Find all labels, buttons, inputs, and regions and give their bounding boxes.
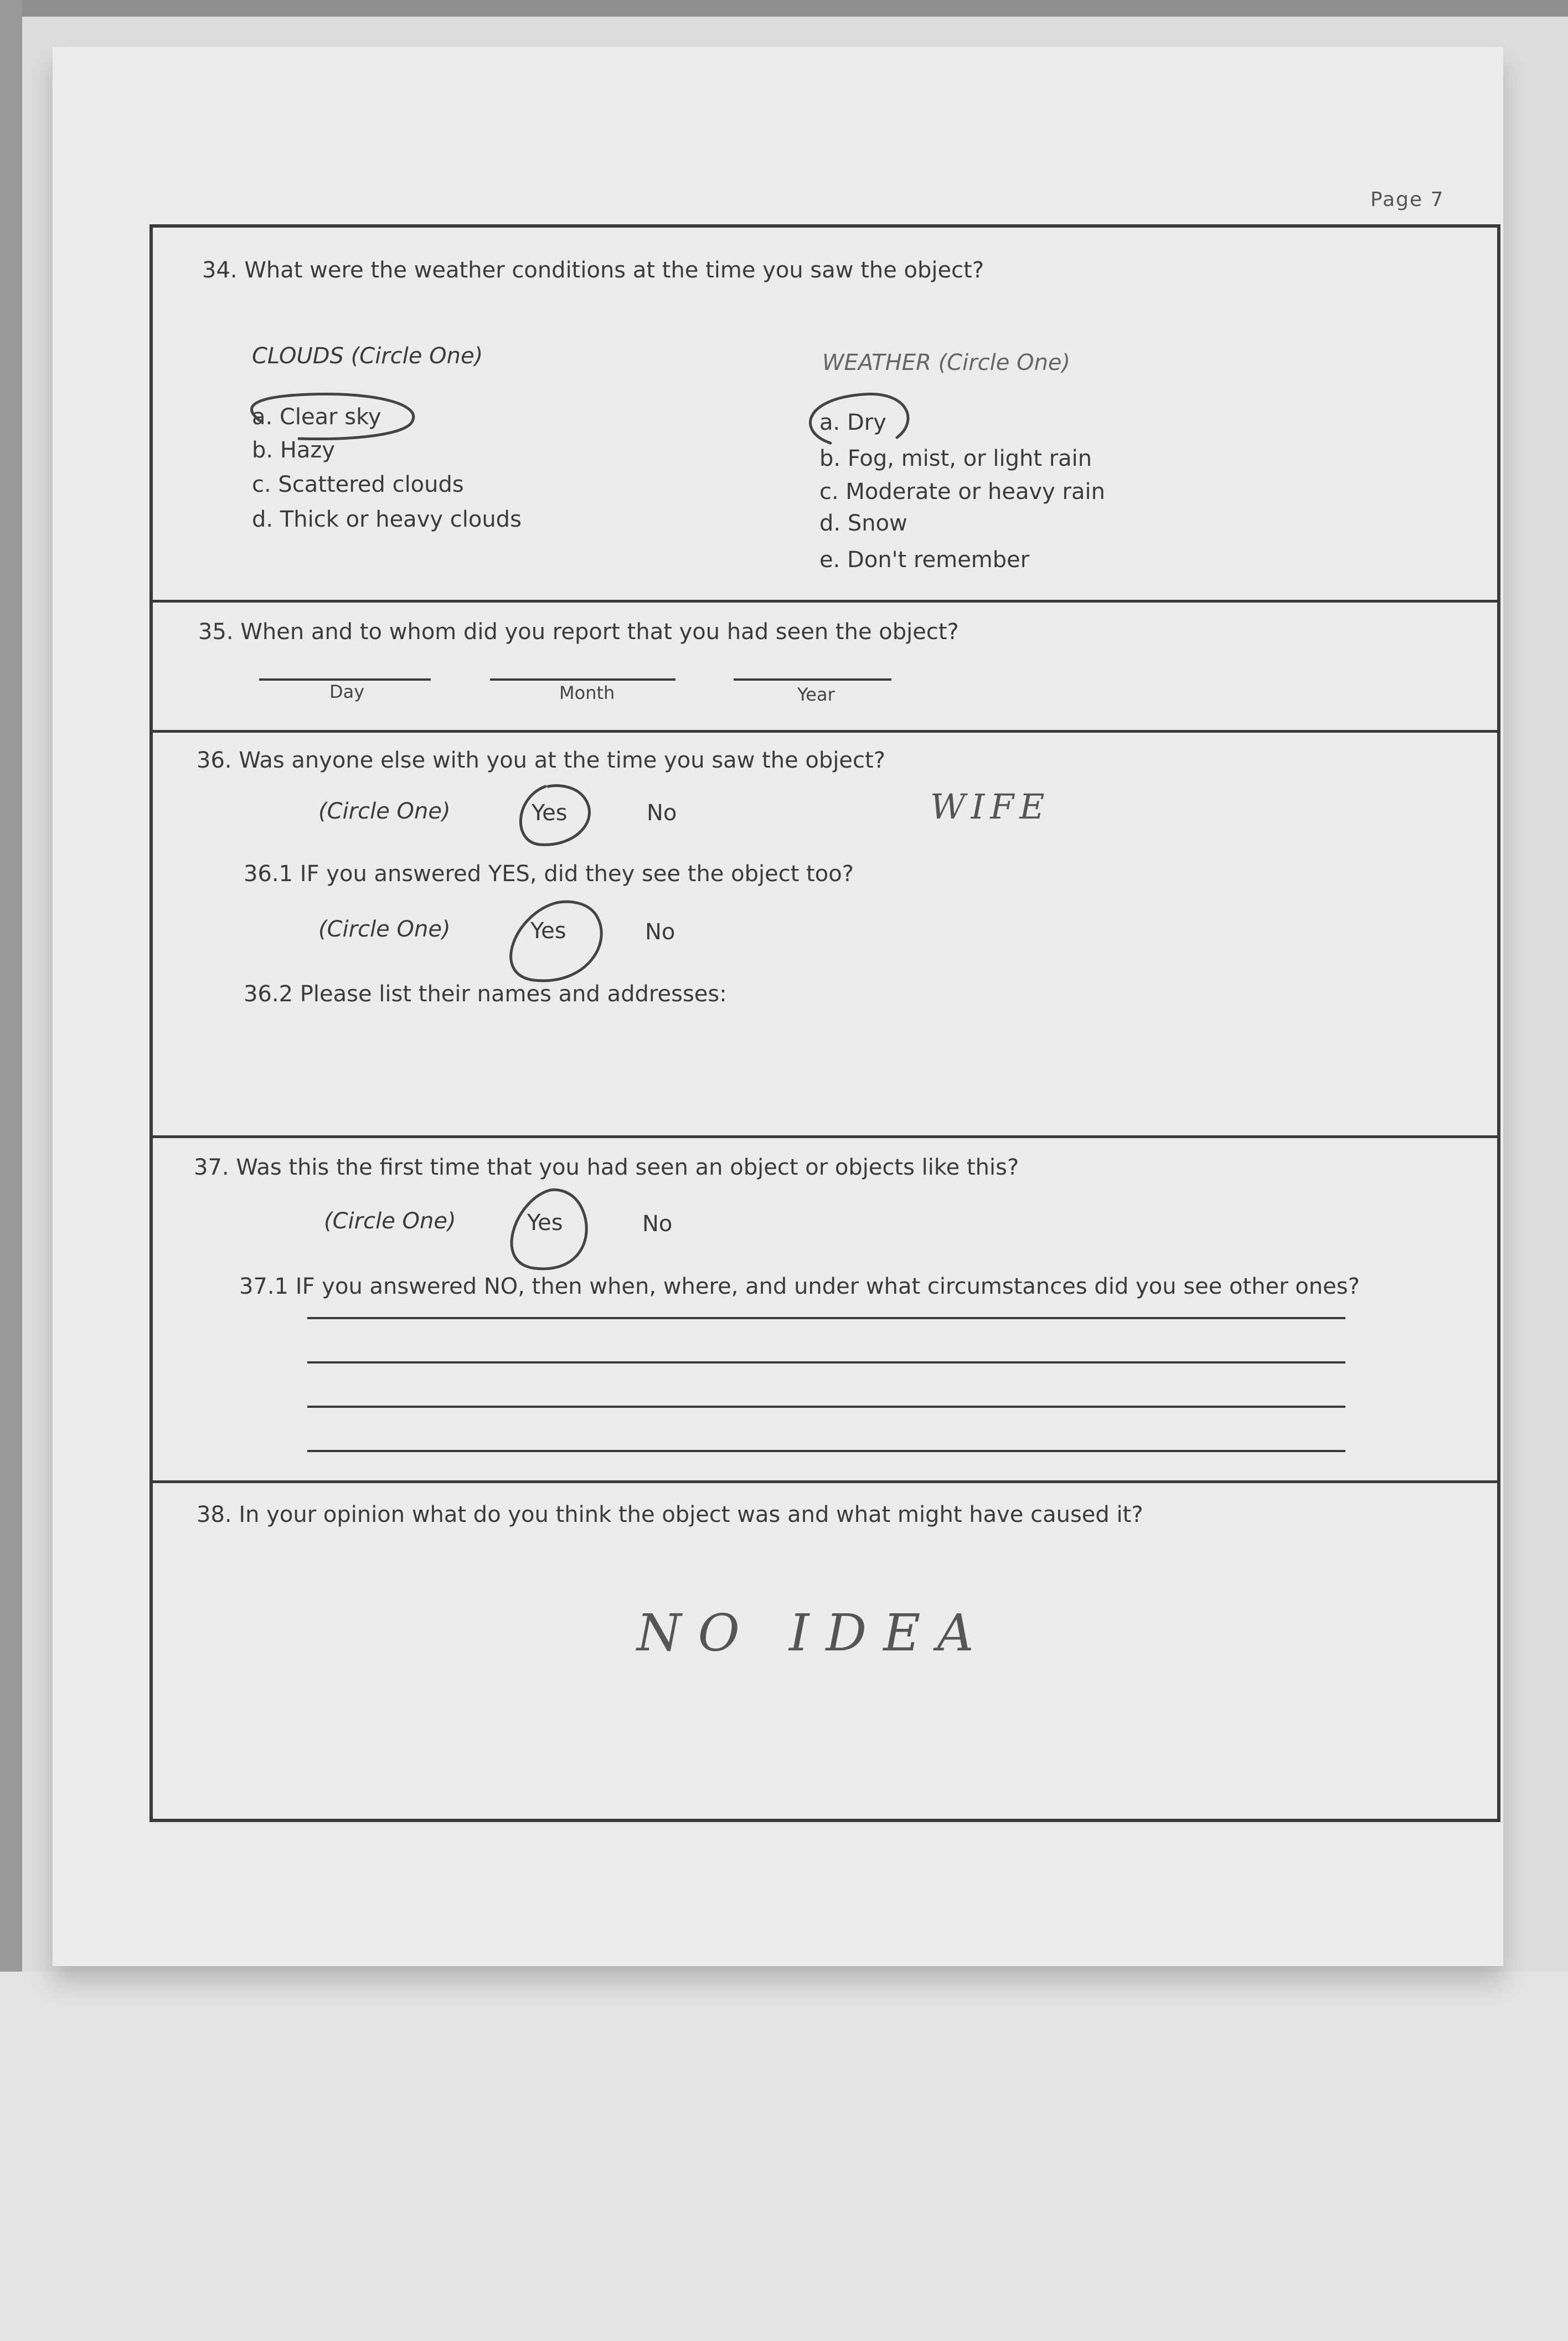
- handwritten-wife: WIFE: [930, 786, 1050, 827]
- page-number: Page 7: [1370, 188, 1445, 211]
- q36-1-no-option[interactable]: No: [645, 919, 675, 945]
- weather-heading: WEATHER (Circle One): [822, 350, 1071, 375]
- q36-1-circle-one: (Circle One): [318, 917, 451, 942]
- weather-option-moderate[interactable]: c. Moderate or heavy rain: [819, 479, 1105, 505]
- question-35: 35. When and to whom did you report that you had seen the object?: [198, 619, 959, 645]
- clouds-option-scattered[interactable]: c. Scattered clouds: [252, 472, 464, 497]
- circle-mark-q37-yes: [512, 1190, 586, 1269]
- q37-circle-one: (Circle One): [324, 1208, 456, 1234]
- q37-yes-option[interactable]: Yes: [527, 1210, 563, 1236]
- clouds-option-hazy[interactable]: b. Hazy: [252, 438, 336, 463]
- question-36-2: 36.2 Please list their names and addresses:: [244, 981, 727, 1007]
- weather-option-dont-remember[interactable]: e. Don't remember: [819, 547, 1030, 573]
- question-37: 37. Was this the first time that you had seen an object or objects like this?: [194, 1155, 1019, 1180]
- circle-mark-q36-1-yes: [511, 902, 601, 981]
- question-38: 38. In your opinion what do you think the object was and what might have caused it?: [197, 1502, 1143, 1527]
- circle-mark-clear-sky: [251, 394, 413, 439]
- clouds-option-clear-sky[interactable]: a. Clear sky: [252, 404, 381, 430]
- q36-yes-option[interactable]: Yes: [532, 800, 568, 826]
- month-label: Month: [559, 682, 615, 703]
- q36-no-option[interactable]: No: [647, 800, 677, 826]
- question-34: 34. What were the weather conditions at the time you saw the object?: [202, 258, 984, 283]
- question-36: 36. Was anyone else with you at the time you saw the object?: [197, 748, 885, 773]
- weather-option-snow[interactable]: d. Snow: [819, 511, 907, 536]
- circle-mark-q36-yes: [520, 786, 589, 845]
- clouds-heading: CLOUDS (Circle One): [252, 343, 483, 369]
- q36-circle-one: (Circle One): [318, 799, 451, 824]
- circle-mark-dry: [811, 394, 908, 443]
- weather-option-fog[interactable]: b. Fog, mist, or light rain: [819, 446, 1092, 471]
- clouds-option-thick[interactable]: d. Thick or heavy clouds: [252, 507, 522, 532]
- weather-option-dry[interactable]: a. Dry: [819, 410, 886, 435]
- day-label: Day: [329, 681, 365, 702]
- question-36-1: 36.1 IF you answered YES, did they see the object too?: [244, 861, 854, 887]
- q36-1-yes-option[interactable]: Yes: [530, 918, 566, 944]
- question-37-1: 37.1 IF you answered NO, then when, where, and under what circumstances did you see other ones?: [239, 1274, 1360, 1299]
- q37-no-option[interactable]: No: [642, 1211, 673, 1237]
- year-label: Year: [797, 684, 835, 705]
- handwritten-no-idea: NO IDEA: [637, 1603, 991, 1663]
